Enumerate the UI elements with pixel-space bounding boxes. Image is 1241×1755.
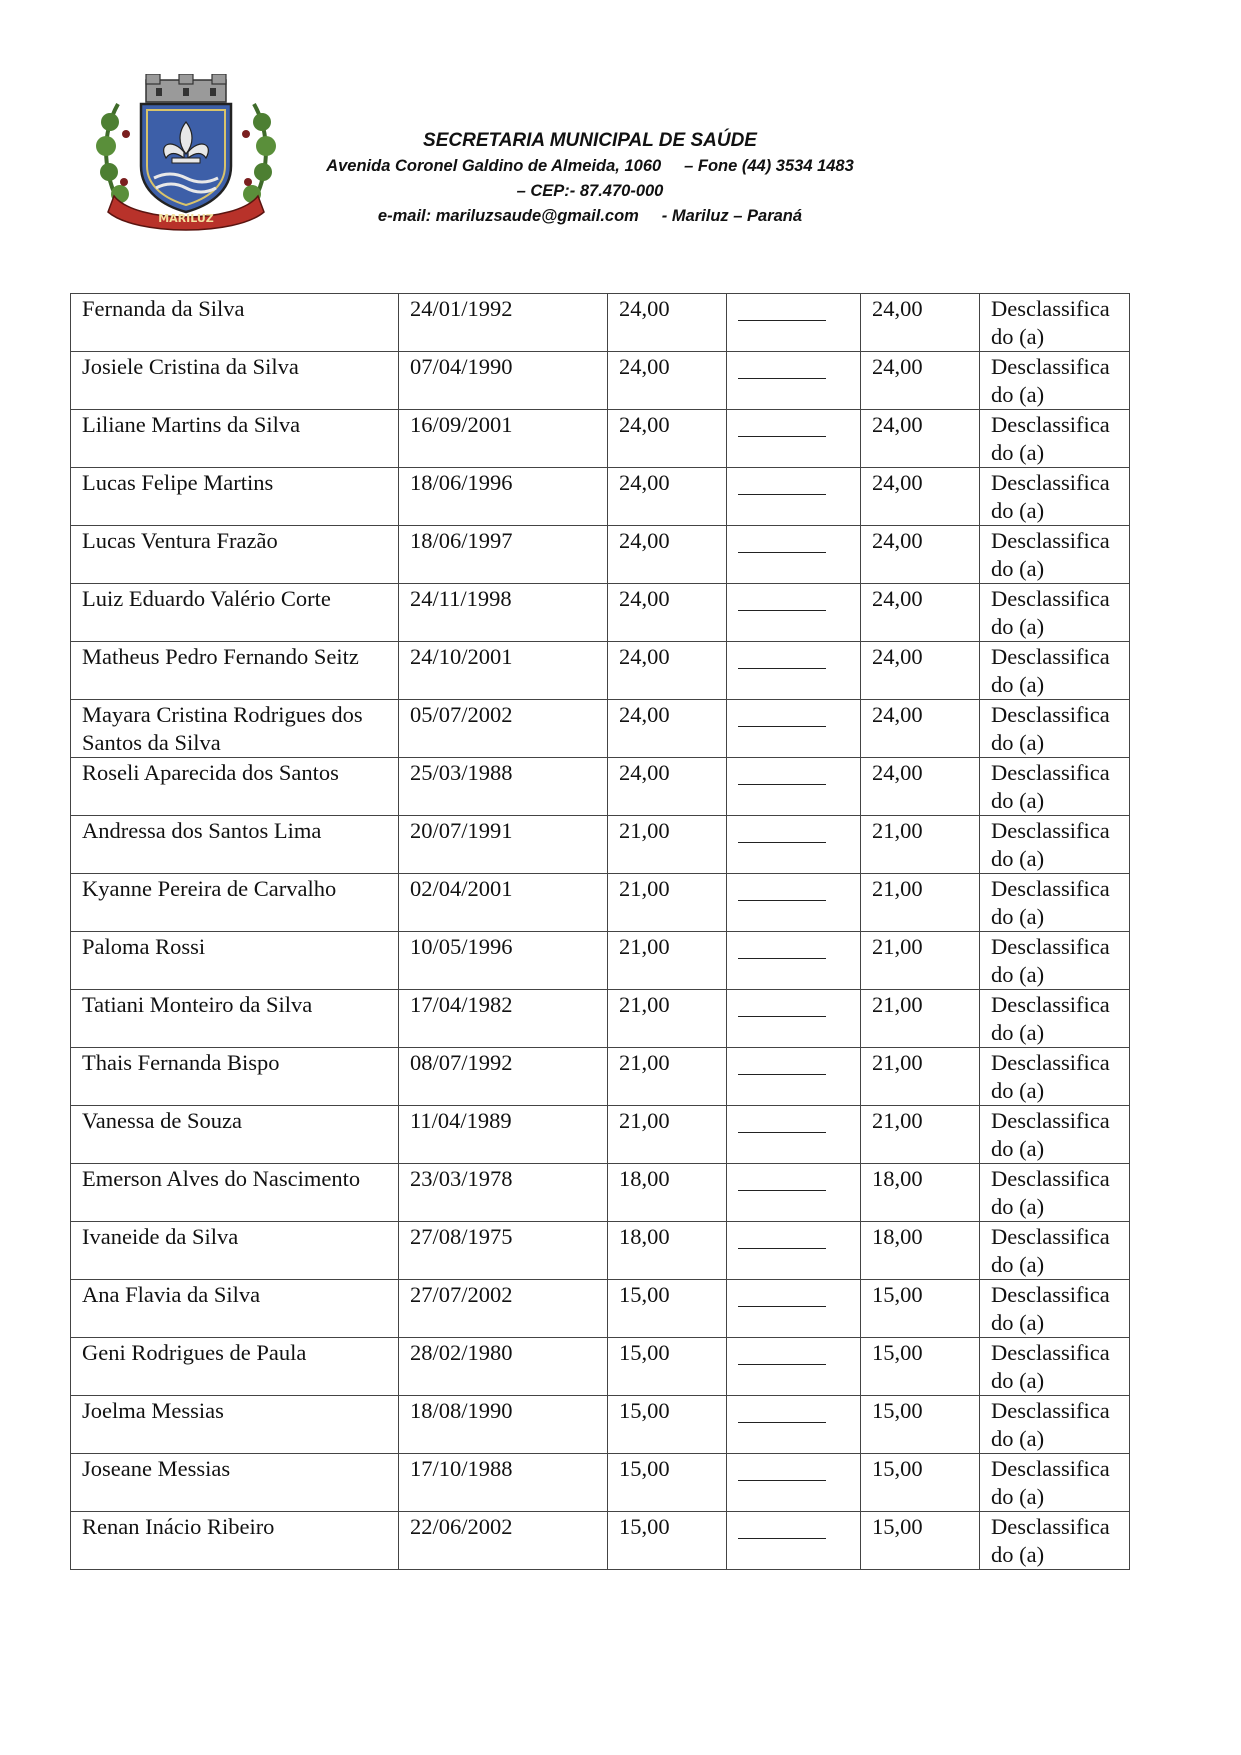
name-cell: Luiz Eduardo Valério Corte [71, 584, 399, 642]
birth-date-cell: 02/04/2001 [399, 874, 608, 932]
name-cell: Ana Flavia da Silva [71, 1280, 399, 1338]
blank-score-cell [727, 526, 861, 584]
blank-score-cell [727, 1048, 861, 1106]
name-cell: Lucas Felipe Martins [71, 468, 399, 526]
status-cell [980, 410, 1130, 468]
blank-line [738, 878, 826, 901]
results-table-body [71, 294, 1130, 1570]
blank-line [738, 298, 826, 321]
blank-line [738, 1052, 826, 1075]
score-cell: 21,00 [608, 816, 727, 874]
status-text: Desclassificado (a) [991, 702, 1110, 755]
status-text: Desclassificado (a) [991, 876, 1110, 929]
score-cell: 15,00 [608, 1338, 727, 1396]
letterhead-title: SECRETARIA MUNICIPAL DE SAÚDE [423, 130, 757, 151]
total-score-cell: 18,00 [861, 1164, 980, 1222]
status-cell [980, 584, 1130, 642]
status-text: Desclassificado (a) [991, 470, 1110, 523]
blank-score-cell [727, 874, 861, 932]
blank-line [738, 530, 826, 553]
blank-score-cell [727, 990, 861, 1048]
birth-date-cell: 28/02/1980 [399, 1338, 608, 1396]
status-text: Desclassificado (a) [991, 644, 1110, 697]
blank-line [738, 704, 826, 727]
status-text: Desclassificado (a) [991, 1282, 1110, 1335]
name-cell: Josiele Cristina da Silva [71, 352, 399, 410]
status-text: Desclassificado (a) [991, 412, 1110, 465]
blank-score-cell [727, 1106, 861, 1164]
birth-date-cell: 27/07/2002 [399, 1280, 608, 1338]
blank-score-cell [727, 1396, 861, 1454]
total-score-cell: 15,00 [861, 1512, 980, 1570]
blank-line [738, 1284, 826, 1307]
total-score-cell: 24,00 [861, 294, 980, 352]
score-cell: 24,00 [608, 584, 727, 642]
blank-score-cell [727, 410, 861, 468]
status-text: Desclassificado (a) [991, 818, 1110, 871]
total-score-cell: 24,00 [861, 352, 980, 410]
birth-date-cell: 24/11/1998 [399, 584, 608, 642]
name-cell: Fernanda da Silva [71, 294, 399, 352]
score-cell: 18,00 [608, 1164, 727, 1222]
status-text: Desclassificado (a) [991, 1050, 1110, 1103]
blank-score-cell [727, 932, 861, 990]
name-cell: Tatiani Monteiro da Silva [71, 990, 399, 1048]
name-cell: Roseli Aparecida dos Santos [71, 758, 399, 816]
score-cell: 21,00 [608, 932, 727, 990]
letterhead-cep: – CEP:- 87.470-000 [516, 182, 664, 200]
total-score-cell: 21,00 [861, 874, 980, 932]
blank-score-cell [727, 1512, 861, 1570]
score-cell: 21,00 [608, 1106, 727, 1164]
results-table [70, 293, 1130, 1570]
table-row [71, 990, 1130, 1048]
score-cell: 21,00 [608, 990, 727, 1048]
status-text: Desclassificado (a) [991, 1166, 1110, 1219]
blank-line [738, 1516, 826, 1539]
status-text: Desclassificado (a) [991, 586, 1110, 639]
score-cell: 24,00 [608, 410, 727, 468]
name-cell: Renan Inácio Ribeiro [71, 1512, 399, 1570]
score-cell: 24,00 [608, 352, 727, 410]
birth-date-cell: 07/04/1990 [399, 352, 608, 410]
status-cell [980, 1454, 1130, 1512]
birth-date-cell: 08/07/1992 [399, 1048, 608, 1106]
total-score-cell: 21,00 [861, 1106, 980, 1164]
status-text: Desclassificado (a) [991, 354, 1110, 407]
score-cell: 24,00 [608, 526, 727, 584]
blank-score-cell [727, 1338, 861, 1396]
total-score-cell: 21,00 [861, 816, 980, 874]
status-cell [980, 1048, 1130, 1106]
table-row [71, 1338, 1130, 1396]
name-cell: Andressa dos Santos Lima [71, 816, 399, 874]
blank-score-cell [727, 584, 861, 642]
table-row [71, 700, 1130, 758]
blank-score-cell [727, 1222, 861, 1280]
total-score-cell: 18,00 [861, 1222, 980, 1280]
table-row [71, 410, 1130, 468]
blank-score-cell [727, 1454, 861, 1512]
table-row [71, 1512, 1130, 1570]
score-cell: 15,00 [608, 1396, 727, 1454]
blank-score-cell [727, 758, 861, 816]
name-cell: Paloma Rossi [71, 932, 399, 990]
status-cell [980, 642, 1130, 700]
status-text: Desclassificado (a) [991, 760, 1110, 813]
status-cell [980, 1396, 1130, 1454]
birth-date-cell: 18/06/1997 [399, 526, 608, 584]
total-score-cell: 24,00 [861, 700, 980, 758]
blank-line [738, 820, 826, 843]
blank-line [738, 1226, 826, 1249]
status-text: Desclassificado (a) [991, 1514, 1110, 1567]
birth-date-cell: 17/04/1982 [399, 990, 608, 1048]
total-score-cell: 21,00 [861, 932, 980, 990]
name-cell: Ivaneide da Silva [71, 1222, 399, 1280]
name-cell: Thais Fernanda Bispo [71, 1048, 399, 1106]
status-cell [980, 1512, 1130, 1570]
name-cell: Kyanne Pereira de Carvalho [71, 874, 399, 932]
name-cell: Lucas Ventura Frazão [71, 526, 399, 584]
total-score-cell: 21,00 [861, 990, 980, 1048]
status-cell [980, 990, 1130, 1048]
table-row [71, 1048, 1130, 1106]
table-row [71, 1222, 1130, 1280]
blank-line [738, 936, 826, 959]
status-text: Desclassificado (a) [991, 1108, 1110, 1161]
blank-score-cell [727, 642, 861, 700]
table-row [71, 1396, 1130, 1454]
birth-date-cell: 25/03/1988 [399, 758, 608, 816]
name-cell: Joseane Messias [71, 1454, 399, 1512]
birth-date-cell: 23/03/1978 [399, 1164, 608, 1222]
table-row [71, 1280, 1130, 1338]
score-cell: 18,00 [608, 1222, 727, 1280]
table-row [71, 294, 1130, 352]
blank-line [738, 646, 826, 669]
score-cell: 24,00 [608, 468, 727, 526]
blank-line [738, 356, 826, 379]
blank-line [738, 762, 826, 785]
blank-score-cell [727, 816, 861, 874]
total-score-cell: 15,00 [861, 1396, 980, 1454]
score-cell: 24,00 [608, 758, 727, 816]
status-text: Desclassificado (a) [991, 992, 1110, 1045]
mural-crown-icon [146, 74, 226, 102]
name-cell: Joelma Messias [71, 1396, 399, 1454]
score-cell: 15,00 [608, 1454, 727, 1512]
blank-line [738, 414, 826, 437]
birth-date-cell: 22/06/2002 [399, 1512, 608, 1570]
birth-date-cell: 18/06/1996 [399, 468, 608, 526]
total-score-cell: 24,00 [861, 410, 980, 468]
status-cell [980, 874, 1130, 932]
status-cell [980, 1106, 1130, 1164]
name-cell: Geni Rodrigues de Paula [71, 1338, 399, 1396]
status-cell [980, 352, 1130, 410]
score-cell: 24,00 [608, 294, 727, 352]
table-row [71, 1164, 1130, 1222]
birth-date-cell: 24/01/1992 [399, 294, 608, 352]
total-score-cell: 24,00 [861, 468, 980, 526]
blank-score-cell [727, 468, 861, 526]
ribbon-text: MARILUZ [158, 212, 214, 225]
name-cell: Matheus Pedro Fernando Seitz [71, 642, 399, 700]
municipal-coat-of-arms [96, 74, 276, 236]
total-score-cell: 15,00 [861, 1338, 980, 1396]
status-text: Desclassificado (a) [991, 296, 1110, 349]
status-cell [980, 526, 1130, 584]
status-text: Desclassificado (a) [991, 1224, 1110, 1277]
blank-score-cell [727, 294, 861, 352]
table-row [71, 584, 1130, 642]
table-row [71, 816, 1130, 874]
score-cell: 21,00 [608, 1048, 727, 1106]
score-cell: 15,00 [608, 1512, 727, 1570]
birth-date-cell: 18/08/1990 [399, 1396, 608, 1454]
birth-date-cell: 20/07/1991 [399, 816, 608, 874]
table-row [71, 1454, 1130, 1512]
blank-line [738, 994, 826, 1017]
name-cell: Liliane Martins da Silva [71, 410, 399, 468]
status-text: Desclassificado (a) [991, 1456, 1110, 1509]
letterhead-contact: e-mail: mariluzsaude@gmail.com - Mariluz – Paraná [377, 207, 803, 225]
letterhead [280, 128, 900, 229]
letterhead-address: Avenida Coronel Galdino de Almeida, 1060 – Fone (44) 3534 1483 [326, 157, 854, 175]
status-cell [980, 1280, 1130, 1338]
status-cell [980, 1338, 1130, 1396]
blank-line [738, 1342, 826, 1365]
table-row [71, 758, 1130, 816]
status-text: Desclassificado (a) [991, 528, 1110, 581]
blank-line [738, 1400, 826, 1423]
table-row [71, 642, 1130, 700]
name-cell: Mayara Cristina Rodrigues dos Santos da Silva [71, 700, 399, 758]
score-cell: 15,00 [608, 1280, 727, 1338]
status-text: Desclassificado (a) [991, 1340, 1110, 1393]
status-cell [980, 468, 1130, 526]
table-row [71, 932, 1130, 990]
status-cell [980, 816, 1130, 874]
name-cell: Vanessa de Souza [71, 1106, 399, 1164]
status-cell [980, 932, 1130, 990]
blank-line [738, 1168, 826, 1191]
score-cell: 21,00 [608, 874, 727, 932]
table-row [71, 874, 1130, 932]
birth-date-cell: 17/10/1988 [399, 1454, 608, 1512]
birth-date-cell: 05/07/2002 [399, 700, 608, 758]
status-cell [980, 1222, 1130, 1280]
blank-score-cell [727, 1164, 861, 1222]
total-score-cell: 15,00 [861, 1454, 980, 1512]
blank-line [738, 1110, 826, 1133]
status-cell [980, 294, 1130, 352]
shield-icon [141, 104, 231, 212]
birth-date-cell: 10/05/1996 [399, 932, 608, 990]
table-row [71, 352, 1130, 410]
table-row [71, 468, 1130, 526]
total-score-cell: 15,00 [861, 1280, 980, 1338]
score-cell: 24,00 [608, 642, 727, 700]
table-row [71, 526, 1130, 584]
name-cell: Emerson Alves do Nascimento [71, 1164, 399, 1222]
blank-score-cell [727, 352, 861, 410]
birth-date-cell: 16/09/2001 [399, 410, 608, 468]
table-row [71, 1106, 1130, 1164]
blank-line [738, 472, 826, 495]
blank-line [738, 588, 826, 611]
total-score-cell: 24,00 [861, 526, 980, 584]
total-score-cell: 21,00 [861, 1048, 980, 1106]
status-cell [980, 700, 1130, 758]
blank-score-cell [727, 1280, 861, 1338]
birth-date-cell: 27/08/1975 [399, 1222, 608, 1280]
total-score-cell: 24,00 [861, 642, 980, 700]
blank-score-cell [727, 700, 861, 758]
blank-line [738, 1458, 826, 1481]
birth-date-cell: 24/10/2001 [399, 642, 608, 700]
status-cell [980, 1164, 1130, 1222]
status-text: Desclassificado (a) [991, 934, 1110, 987]
total-score-cell: 24,00 [861, 758, 980, 816]
total-score-cell: 24,00 [861, 584, 980, 642]
status-cell [980, 758, 1130, 816]
score-cell: 24,00 [608, 700, 727, 758]
status-text: Desclassificado (a) [991, 1398, 1110, 1451]
birth-date-cell: 11/04/1989 [399, 1106, 608, 1164]
